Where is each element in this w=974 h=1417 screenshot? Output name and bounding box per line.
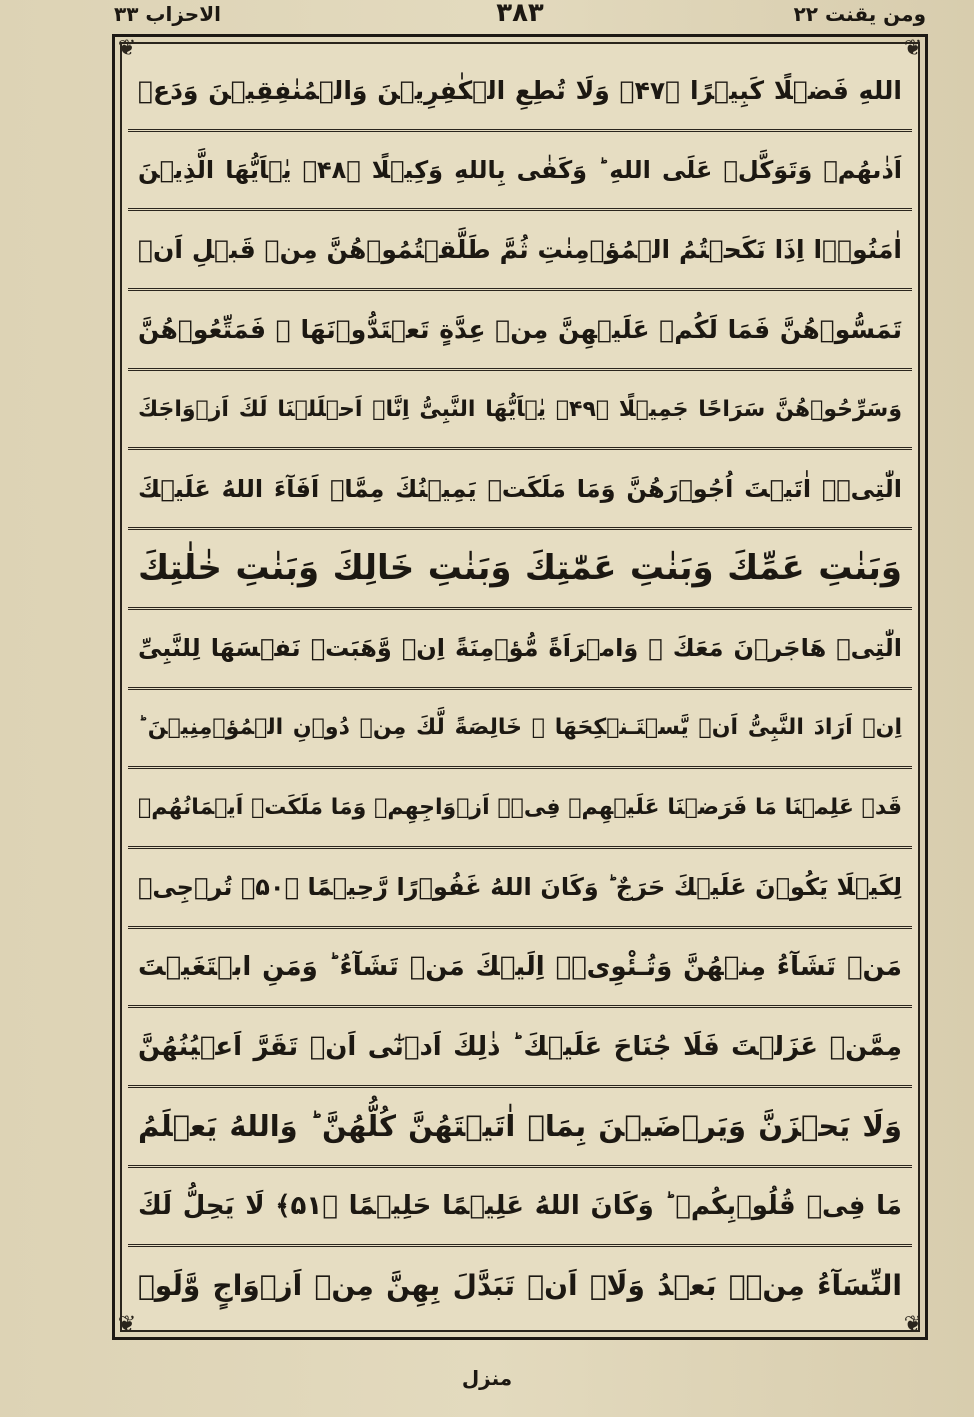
text-line xyxy=(128,371,912,451)
verse-text: وَلَا يَحۡزَنَّ وَيَرۡضَيۡنَ بِمَاۤ اٰتَيۡتَهُنَّ كُلُّهُنَّ ؕ وَاللهُ يَعۡلَمُ xyxy=(138,1109,902,1144)
verse-text: اللهِ فَضۡلًا كَبِيۡرًا ﴿۴۷﴾ وَلَا تُطِعِ الۡكٰفِرِيۡنَ وَالۡمُنٰفِقِيۡنَ وَدَعۡ xyxy=(138,75,903,105)
verse-text: تَمَسُّوۡهُنَّ فَمَا لَكُمۡ عَلَيۡهِنَّ مِنۡ عِدَّةٍ تَعۡتَدُّوۡنَهَا ۚ فَمَتِّعُوۡهُنَّ xyxy=(138,314,902,344)
text-line xyxy=(128,291,912,371)
text-line xyxy=(128,849,912,929)
text-line xyxy=(128,1088,912,1168)
text-line xyxy=(128,1247,912,1324)
text-line xyxy=(128,929,912,1009)
manzil-label: منزل xyxy=(461,1366,513,1390)
text-line xyxy=(128,450,912,530)
corner-ornament-icon: ❦ xyxy=(903,36,923,61)
corner-ornament-icon: ❦ xyxy=(903,1312,923,1337)
text-line xyxy=(128,132,912,212)
verse-text: قَدۡ عَلِمۡنَا مَا فَرَضۡنَا عَلَيۡهِمۡ فِىۡۤ اَزۡوَاجِهِمۡ وَمَا مَلَكَتۡ اَيۡمَانُهُمۡ xyxy=(138,795,902,821)
verse-text: النِّسَآءُ مِنۡۢ بَعۡدُ وَلَاۤ اَنۡ تَبَدَّلَ بِهِنَّ مِنۡ اَزۡوَاجٍ وَّلَوۡ xyxy=(138,1269,902,1303)
corner-ornament-icon: ❦ xyxy=(117,1312,137,1337)
verse-text: اِنۡ اَرَادَ النَّبِىُّ اَنۡ يَّسۡتَـنۡكِحَهَا ۗ خَالِصَةً لَّكَ مِنۡ دُوۡنِ الۡمُؤۡمِنِيۡنَ ؕ xyxy=(138,715,902,741)
verse-text: اَذٰىهُمۡ وَتَوَكَّلۡ عَلَى اللهِ ؕ وَكَفٰى بِاللهِ وَكِيۡلًا ﴿۴۸﴾ يٰۤاَيُّهَا الَّذِيۡنَ xyxy=(138,156,902,185)
text-line xyxy=(128,530,912,610)
text-line xyxy=(128,610,912,690)
surah-name: الاحزاب ۳۳ xyxy=(114,2,221,26)
verse-text: مَنۡ تَشَآءُ مِنۡهُنَّ وَتُـئْوِىۡۤ اِلَيۡكَ مَنۡ تَشَآءُ ؕ وَمَنِ ابۡتَغَيۡتَ xyxy=(138,951,903,982)
verse-text: لِكَيۡلَا يَكُوۡنَ عَلَيۡكَ حَرَجٌ ؕ وَكَانَ اللهُ غَفُوۡرًا رَّحِيۡمًا ﴿۵۰﴾ تُرۡجِىۡ xyxy=(138,873,902,902)
corner-ornament-icon: ❦ xyxy=(117,36,137,61)
page-number: ۳۸۳ xyxy=(496,0,544,28)
verse-text: الّٰتِىۡۤ اٰتَيۡتَ اُجُوۡرَهُنَّ وَمَا مَلَكَتۡ يَمِيۡنُكَ مِمَّاۤ اَفَآءَ اللهُ عَلَيۡكَ xyxy=(138,474,902,503)
verse-text: وَبَنٰتِ عَمِّكَ وَبَنٰتِ عَمّٰتِكَ وَبَنٰتِ خَالِكَ وَبَنٰتِ خٰلٰتِكَ xyxy=(138,548,902,589)
text-line xyxy=(128,1168,912,1248)
text-line xyxy=(128,769,912,849)
text-line xyxy=(128,52,912,132)
page-header xyxy=(110,2,930,32)
text-line xyxy=(128,1008,912,1088)
verse-text: مِمَّنۡ عَزَلۡتَ فَلَا جُنَاحَ عَلَيۡكَ ؕ ذٰلِكَ اَدۡنٰٓى اَنۡ تَقَرَّ اَعۡيُنُهُنَّ xyxy=(138,1031,902,1062)
text-line xyxy=(128,690,912,770)
verse-text: اٰمَنُوۡۤا اِذَا نَكَحۡتُمُ الۡمُؤۡمِنٰتِ ثُمَّ طَلَّقۡتُمُوۡهُنَّ مِنۡ قَبۡلِ اَنۡ xyxy=(138,235,902,265)
text-block xyxy=(128,52,912,1324)
para-name: ومن یقنت ۲۲ xyxy=(793,2,926,26)
verse-text: الّٰتِىۡ هَاجَرۡنَ مَعَكَ ۫ وَامۡرَاَةً مُّؤۡمِنَةً اِنۡ وَّهَبَتۡ نَفۡسَهَا لِلنَّبِىِّ xyxy=(138,634,902,663)
text-line xyxy=(128,211,912,291)
verse-text: وَسَرِّحُوۡهُنَّ سَرَاحًا جَمِيۡلًا ﴿۴۹﴾ يٰۤاَيُّهَا النَّبِىُّ اِنَّاۤ اَحۡلَلۡنَا لَكَ اَزۡوَاجَكَ xyxy=(138,396,902,422)
verse-text: مَا فِىۡ قُلُوۡبِكُمۡ ؕ وَكَانَ اللهُ عَلِيۡمًا حَلِيۡمًا ﴿۵۱﴾ لَا يَحِلُّ لَكَ xyxy=(138,1190,902,1221)
